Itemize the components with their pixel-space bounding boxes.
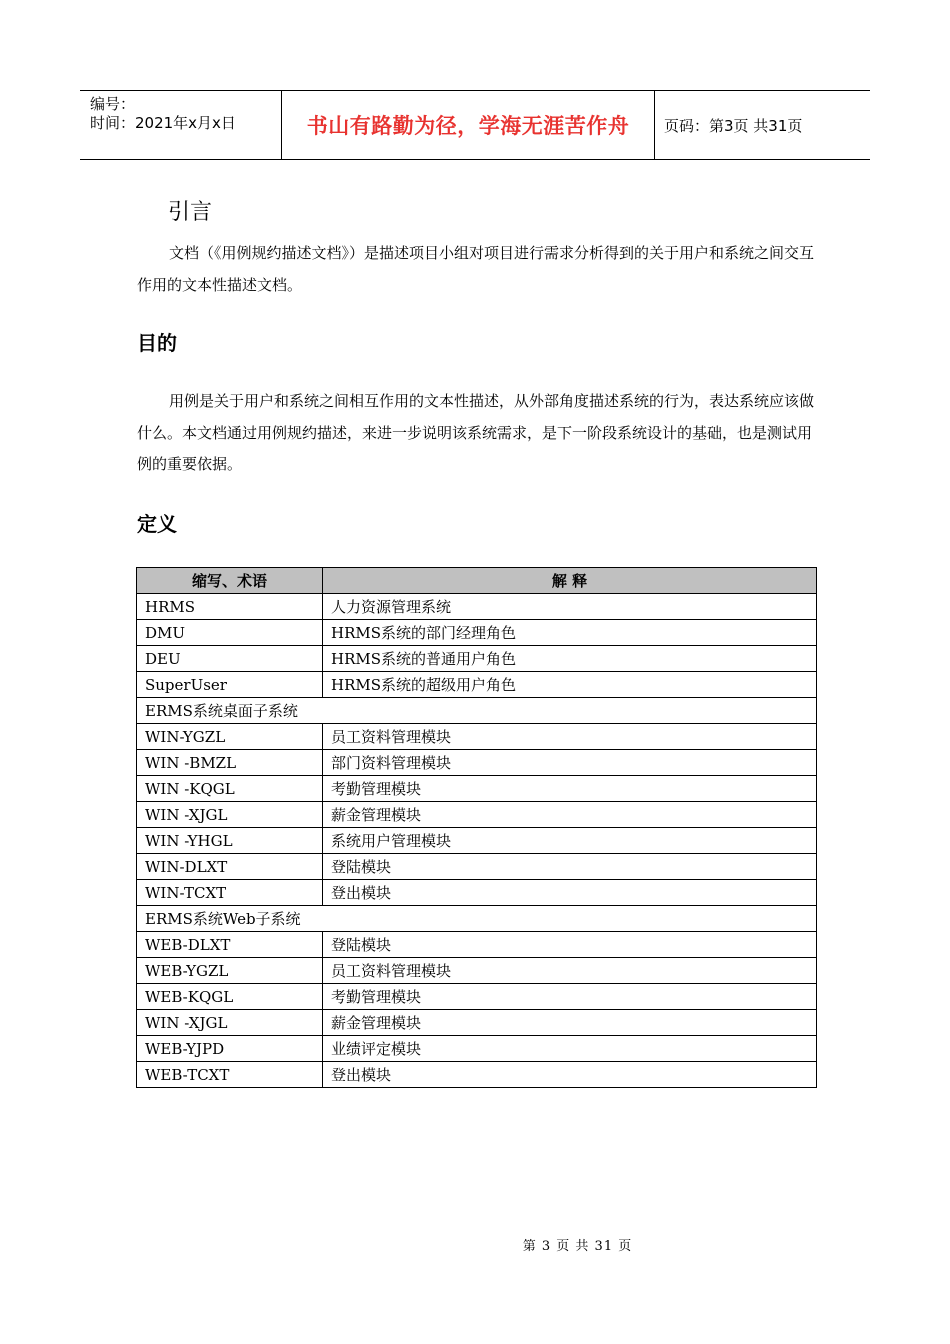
term-cell: WIN-TCXT xyxy=(137,880,323,906)
column-header-term: 缩写、术语 xyxy=(137,568,323,594)
purpose-paragraph-text: 用例是关于用户和系统之间相互作用的文本性描述，从外部角度描述系统的行为，表达系统应该做什么。本文档通过用例规约描述，来进一步说明该系统需求，是下一阶段系统设计的基础，也是测试用例的重要依据。 xyxy=(137,392,815,473)
explanation-cell: 登出模块 xyxy=(323,880,817,906)
term-cell: DMU xyxy=(137,620,323,646)
header-page-info: 页码：第3页 共31页 xyxy=(664,116,803,135)
explanation-cell: 薪金管理模块 xyxy=(323,1010,817,1036)
purpose-heading: 目的 xyxy=(137,331,177,355)
explanation-cell: 登出模块 xyxy=(323,1062,817,1088)
intro-paragraph xyxy=(137,238,817,301)
term-cell: DEU xyxy=(137,646,323,672)
table-row xyxy=(137,984,817,1010)
table-row xyxy=(137,620,817,646)
column-header-explanation: 解 释 xyxy=(323,568,817,594)
document-time-label: 时间：2021年x月x日 xyxy=(90,114,236,132)
explanation-cell: HRMS系统的部门经理角色 xyxy=(323,620,817,646)
definitions-heading: 定义 xyxy=(137,512,177,536)
header-motto-cell xyxy=(282,91,655,159)
explanation-cell: 登陆模块 xyxy=(323,932,817,958)
term-cell: WEB-KQGL xyxy=(137,984,323,1010)
term-cell: WIN-YGZL xyxy=(137,724,323,750)
explanation-cell: 部门资料管理模块 xyxy=(323,750,817,776)
table-row xyxy=(137,1010,817,1036)
definitions-table xyxy=(136,567,817,1088)
table-row xyxy=(137,776,817,802)
explanation-cell: 员工资料管理模块 xyxy=(323,724,817,750)
table-group-row xyxy=(137,698,817,724)
header-motto: 书山有路勤为径，学海无涯苦作舟 xyxy=(306,114,630,138)
table-row xyxy=(137,932,817,958)
term-cell: WIN -XJGL xyxy=(137,1010,323,1036)
explanation-cell: 员工资料管理模块 xyxy=(323,958,817,984)
definitions-table-body xyxy=(137,594,817,1088)
explanation-cell: HRMS系统的超级用户角色 xyxy=(323,672,817,698)
explanation-cell: 人力资源管理系统 xyxy=(323,594,817,620)
table-row xyxy=(137,802,817,828)
table-row xyxy=(137,828,817,854)
explanation-cell: 系统用户管理模块 xyxy=(323,828,817,854)
term-cell: HRMS xyxy=(137,594,323,620)
explanation-cell: 考勤管理模块 xyxy=(323,984,817,1010)
document-number-label: 编号： xyxy=(90,95,136,113)
table-row xyxy=(137,750,817,776)
group-cell: ERMS系统桌面子系统 xyxy=(137,698,817,724)
group-cell: ERMS系统Web子系统 xyxy=(137,906,817,932)
header-meta-cell xyxy=(80,91,282,159)
table-row xyxy=(137,594,817,620)
term-cell: WEB-DLXT xyxy=(137,932,323,958)
page-footer: 第 3 页 共 31 页 xyxy=(522,1239,633,1254)
table-row xyxy=(137,646,817,672)
explanation-cell: 薪金管理模块 xyxy=(323,802,817,828)
purpose-paragraph xyxy=(137,386,817,481)
table-row xyxy=(137,724,817,750)
term-cell: WIN -YHGL xyxy=(137,828,323,854)
table-header-row xyxy=(137,568,817,594)
explanation-cell: 业绩评定模块 xyxy=(323,1036,817,1062)
page-header xyxy=(80,90,870,160)
term-cell: WIN-DLXT xyxy=(137,854,323,880)
term-cell: WEB-TCXT xyxy=(137,1062,323,1088)
term-cell: WEB-YJPD xyxy=(137,1036,323,1062)
term-cell: WIN -XJGL xyxy=(137,802,323,828)
term-cell: WEB-YGZL xyxy=(137,958,323,984)
table-row xyxy=(137,1062,817,1088)
term-cell: SuperUser xyxy=(137,672,323,698)
table-row xyxy=(137,958,817,984)
term-cell: WIN -BMZL xyxy=(137,750,323,776)
table-row xyxy=(137,1036,817,1062)
explanation-cell: 考勤管理模块 xyxy=(323,776,817,802)
explanation-cell: HRMS系统的普通用户角色 xyxy=(323,646,817,672)
term-cell: WIN -KQGL xyxy=(137,776,323,802)
intro-heading: 引言 xyxy=(168,200,213,225)
explanation-cell: 登陆模块 xyxy=(323,854,817,880)
table-row xyxy=(137,880,817,906)
table-group-row xyxy=(137,906,817,932)
table-row xyxy=(137,672,817,698)
intro-paragraph-text: 文档（《用例规约描述文档》）是描述项目小组对项目进行需求分析得到的关于用户和系统之间交互作用的文本性描述文档。 xyxy=(137,244,815,294)
table-row xyxy=(137,854,817,880)
